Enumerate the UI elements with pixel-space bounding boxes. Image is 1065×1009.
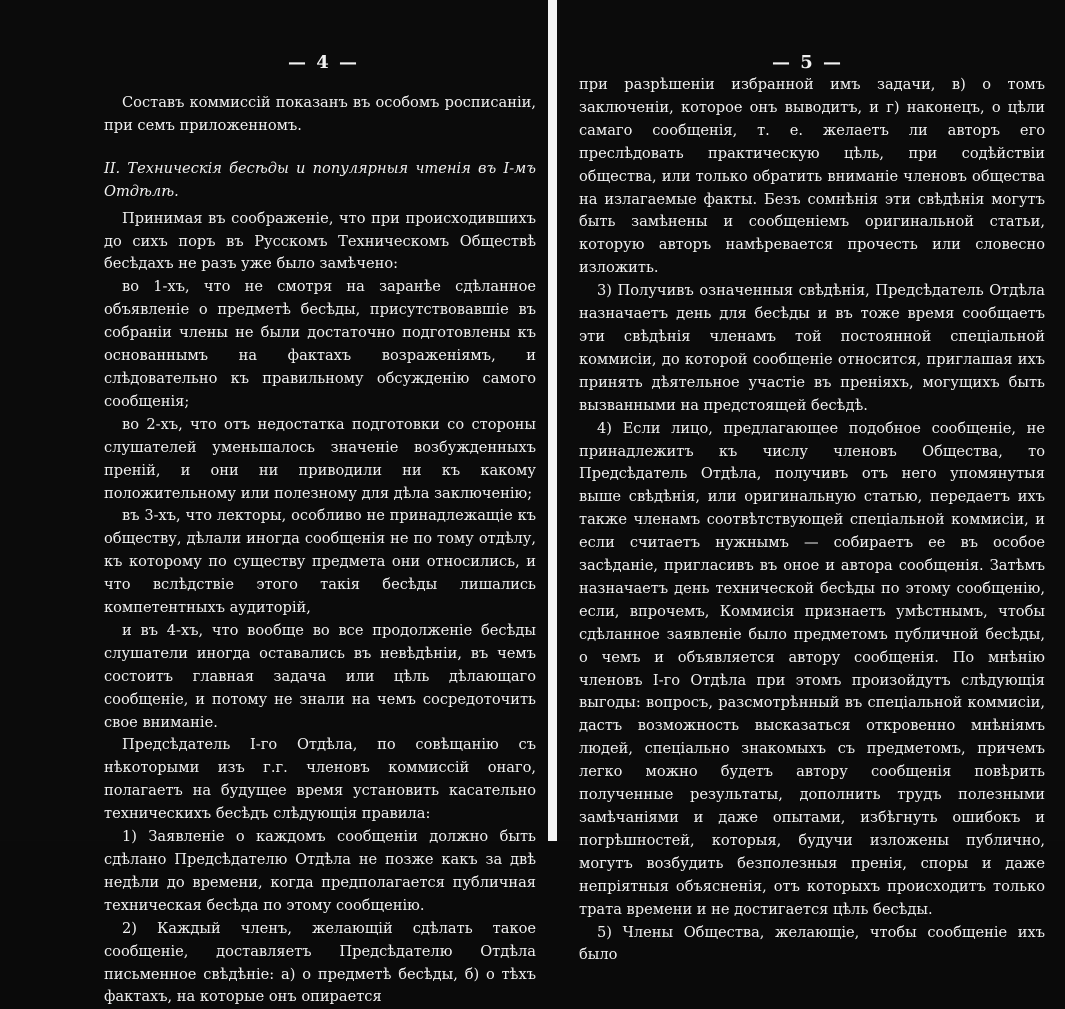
page-number: — 5 — bbox=[772, 52, 844, 73]
page-body bbox=[104, 92, 536, 1009]
paragraph: 5) Члены Общества, желающіе, чтобы сообщеніе ихъ было bbox=[579, 923, 1045, 964]
paragraph: Принимая въ соображеніе, что при происходившихъ до сихъ поръ въ Русскомъ Техническомъ Обществѣ бесѣдахъ не разъ уже было замѣчено: bbox=[104, 209, 536, 273]
paragraph: Предсѣдатель I-го Отдѣла, по совѣщанію съ нѣкоторыми изъ г.г. членовъ коммиссій онаго, полагаетъ на будущее время установить касательно техническихъ бесѣдъ слѣдующія правила: bbox=[104, 736, 536, 823]
paragraph: въ 3-хъ, что лекторы, особливо не принадлежащіе къ обществу, дѣлали иногда сообщенія не по тому отдѣлу, къ которому по существу предмета они относились, и что вслѣдствіе этого такія бесѣды лишались компетентныхъ аудиторій, bbox=[104, 507, 536, 617]
page-gutter bbox=[548, 0, 557, 841]
paragraph: Составъ коммиссій показанъ въ особомъ росписаніи, при семъ приложенномъ. bbox=[104, 94, 536, 134]
paragraph: 1) Заявленіе о каждомъ сообщеніи должно быть сдѣлано Предсѣдателю Отдѣла не позже какъ за двѣ недѣли до времени, когда предполагается публичная техническая бесѣда по этому сообщенію. bbox=[104, 828, 536, 914]
right-page bbox=[557, 0, 1065, 964]
page-number: — 4 — bbox=[288, 52, 360, 73]
paragraph: во 1-хъ, что не смотря на заранѣе сдѣланное объявленіе о предметѣ бесѣды, присутствовавшіе въ собраніи члены не были достаточно подготовлены къ основаннымъ на фактахъ возраженіямъ, и слѣдовательно къ правильному обсужденію самого сообщенія; bbox=[104, 278, 536, 410]
paragraph: и въ 4-хъ, что вообще во все продолженіе бесѣды слушатели иногда оставались въ невѣдѣніи, въ чемъ состоитъ главная задача или цѣль дѣлающаго сообщеніе, и потому не знали на чемъ сосредоточить свое вниманіе. bbox=[104, 621, 536, 731]
page-body bbox=[579, 74, 1045, 967]
paragraph: при разрѣшеніи избранной имъ задачи, в) о томъ заключеніи, которое онъ выводитъ, и г) наконецъ, о цѣли самаго сообщенія, т. е. желаетъ ли авторъ его преслѣдовать практическую цѣль, при содѣйствіи общества, или только обратить вниманіе членовъ общества на излагаемые факты. Безъ сомнѣнія эти свѣдѣнія могутъ быть замѣнены и сообщеніемъ оригинальной статьи, которую авторъ намѣревается прочесть или словесно изложить. bbox=[579, 76, 1045, 277]
paragraph: во 2-хъ, что отъ недостатка подготовки со стороны слушателей уменьшалось значеніе возбужденныхъ преній, и они ни приводили ни къ какому положительному или полезному для дѣла заключенію; bbox=[104, 415, 536, 502]
paragraph: 2) Каждый членъ, желающій сдѣлать такое сообщеніе, доставляетъ Предсѣдателю Отдѣла письменное свѣдѣніе: а) о предметѣ бесѣды, б) о тѣхъ фактахъ, на которые онъ опирается bbox=[104, 919, 536, 1006]
paragraph: 4) Если лицо, предлагающее подобное сообщеніе, не принадлежитъ къ числу членовъ Общества, то Предсѣдатель Отдѣла, получивъ отъ него упомянутыя выше свѣдѣнія, или оригинальную статью, передаетъ ихъ также членамъ соотвѣтствующей спеціальной коммисіи, и если считаетъ нужнымъ — собираетъ ее въ особое засѣданіе, пригласивъ въ оное и автора сообщенія. Затѣмъ назначаетъ день технической бесѣды по этому сообщенію, если, впрочемъ, Коммисія признаетъ умѣстнымъ, чтобы сдѣланное заявленіе было предметомъ публичной бесѣды, о чемъ и объявляется автору сообщенія. По мнѣнію членовъ I-го Отдѣла при этомъ произойдутъ слѣдующія выгоды: вопросъ, разсмотрѣнный въ спеціальной коммисіи, дастъ возможность высказаться откровенно мнѣніямъ людей, спеціально знакомыхъ съ предметомъ, причемъ легко можно будетъ автору сообщенія повѣрить полученные результаты, дополнить трудъ полезными замѣчаніями и даже опытами, избѣгнуть ошибокъ и погрѣшностей, которыя, будучи изложены публично, могутъ возбудить безполезныя пренія, споры и даже непріятныя объясненія, отъ которыхъ происходитъ только трата времени и не достигается цѣль бесѣды. bbox=[579, 419, 1045, 918]
paragraph: 3) Получивъ означенныя свѣдѣнія, Предсѣдатель Отдѣла назначаетъ день для бесѣды и въ тоже время сообщаетъ эти свѣдѣнія членамъ той постоянной спеціальной коммисіи, до которой сообщеніе относится, приглашая ихъ принять дѣятельное участіе въ преніяхъ, могущихъ быть вызванными на предстоящей бесѣдѣ. bbox=[579, 282, 1045, 414]
section-heading: II. Техническія бесѣды и популярныя чтенія въ I-мъ Отдѣлѣ. bbox=[104, 159, 536, 200]
